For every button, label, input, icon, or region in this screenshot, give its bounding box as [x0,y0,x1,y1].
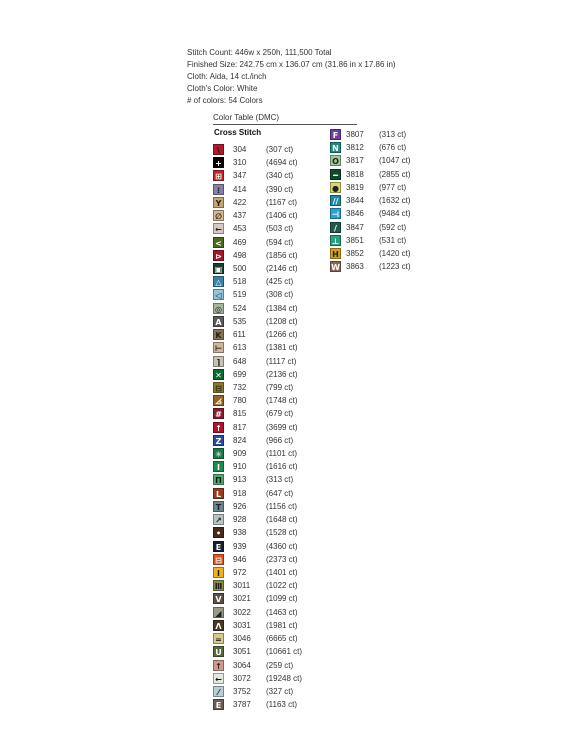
symbol-swatch-icon: N [330,142,341,153]
symbol-swatch-icon: ⁝ [213,184,224,195]
dmc-number: 3819 [346,182,364,192]
stitch-count-value: (4694 ct) [266,158,298,168]
symbol-swatch-icon: E [213,541,224,552]
symbol-swatch-icon: // [330,195,341,206]
stitch-count-value: (1616 ct) [266,462,298,472]
dmc-number: 3812 [346,143,364,153]
dmc-number: 648 [233,356,247,366]
stitch-count-value: (1266 ct) [266,330,298,340]
symbol-swatch-icon: I [213,567,224,578]
dmc-number: 946 [233,554,247,564]
dmc-number: 469 [233,237,247,247]
symbol-swatch-icon: # [213,408,224,419]
stitch-count-value: (9484 ct) [379,209,411,219]
stitch-count-value: (1632 ct) [379,196,411,206]
symbol-swatch-icon: < [213,237,224,248]
dmc-number: 518 [233,277,247,287]
stitch-count-value: (531 ct) [379,235,407,245]
dmc-number: 3046 [233,634,251,644]
symbol-swatch-icon: ✳ [213,448,224,459]
symbol-swatch-icon: ━ [330,169,341,180]
dmc-number: 613 [233,343,247,353]
stitch-count-value: (1208 ct) [266,316,298,326]
dmc-number: 3064 [233,660,251,670]
dmc-number: 535 [233,316,247,326]
stitch-count-value: (313 ct) [379,130,407,139]
dmc-number: 3844 [346,196,364,206]
stitch-count-value: (799 ct) [266,382,294,392]
symbol-swatch-icon: Y [213,197,224,208]
symbol-swatch-icon: = [213,633,224,644]
dmc-number: 310 [233,158,247,168]
stitch-count-value: (259 ct) [266,660,294,670]
symbol-swatch-icon: Π [213,474,224,485]
symbol-swatch-icon: ⁄ [213,686,224,697]
stitch-count-value: (647 ct) [266,488,294,498]
symbol-swatch-icon: △ [213,276,224,287]
dmc-number: 3851 [346,235,364,245]
symbol-swatch-icon: Ⅲ [214,582,223,592]
stitch-count-value: (1167 ct) [266,197,297,207]
stitch-count-value: (313 ct) [266,475,294,485]
stitch-count-value: (327 ct) [266,686,294,696]
stitch-count-value: (679 ct) [266,409,294,419]
stitch-count-value: (2136 ct) [266,369,298,379]
dmc-number: 913 [233,475,247,485]
dmc-number: 910 [233,462,247,472]
dmc-number: 918 [233,488,247,498]
dmc-number: 422 [233,197,247,207]
stitch-count-value: (1748 ct) [266,396,298,406]
symbol-swatch-icon: Z [213,435,224,446]
stitch-count-value: (1401 ct) [266,568,298,577]
dmc-number: 347 [233,171,247,181]
symbol-swatch-icon: ▣ [214,264,223,274]
symbol-swatch-icon: + [213,157,224,168]
stitch-count-value: (1099 ct) [266,594,298,604]
stitch-count-value: (1101 ct) [266,449,297,459]
dmc-number: 524 [233,303,247,313]
stitch-count: Stitch Count: 446w x 250h, 111,500 Total [187,48,332,57]
dmc-number: 3852 [346,248,364,258]
stitch-count-value: (2373 ct) [266,554,298,564]
stitch-count-value: (2855 ct) [379,169,411,179]
symbol-swatch-icon: ◁ [213,289,224,300]
dmc-number: 926 [233,501,247,511]
stitch-count-value: (1117 ct) [266,356,297,366]
stitch-count-value: (6665 ct) [266,634,298,644]
dmc-number: 3031 [233,620,251,630]
symbol-swatch-icon: ⊟ [213,382,224,393]
stitch-count-value: (594 ct) [266,237,294,247]
symbol-swatch-icon: ↑ [213,422,224,433]
symbol-swatch-icon: I [213,461,224,472]
stitch-count-value: (19248 ct) [266,673,303,683]
dmc-number: 3022 [233,607,251,617]
symbol-swatch-icon: ← [213,673,224,684]
dmc-number: 437 [233,211,247,221]
stitch-count-value: (1981 ct) [266,620,298,630]
dmc-number: 500 [233,263,247,273]
stitch-count-value: (1463 ct) [266,607,298,617]
dmc-number: 3846 [346,209,364,219]
chart-info [187,47,396,107]
symbol-swatch-icon: ⌉ [213,356,224,367]
symbol-swatch-icon: ⊟ [213,554,224,565]
stitch-count-value: (592 ct) [379,222,407,232]
symbol-swatch-icon: E [213,699,224,710]
symbol-swatch-icon: W [331,263,340,273]
dmc-number: 909 [233,449,247,459]
stitch-count-value: (10661 ct) [266,647,303,657]
symbol-swatch-icon: ⦞ [213,395,224,406]
finished-size: Finished Size: 242.75 cm x 136.07 cm (31.86 in x 17.86 in) [187,60,396,69]
symbol-swatch-icon: ↗ [213,514,224,525]
symbol-swatch-icon: T [213,501,224,512]
symbol-swatch-icon: O [330,155,341,166]
stitch-count-value: (340 ct) [266,171,294,181]
dmc-number: 3807 [346,130,364,139]
symbol-swatch-icon: U [213,646,224,657]
symbol-swatch-icon: H [330,248,341,259]
stitch-count-value: (1384 ct) [266,303,298,313]
dmc-number: 3817 [346,156,364,166]
stitch-count-value: (1648 ct) [266,515,298,525]
dmc-number: 3072 [233,673,251,683]
symbol-swatch-icon: / [330,222,341,233]
cloth-color: Cloth's Color: White [187,84,258,93]
stitch-count-value: (1047 ct) [379,156,411,166]
symbol-swatch-icon: ⊥ [331,236,340,246]
symbol-swatch-icon: L [213,488,224,499]
dmc-number: 817 [233,422,247,432]
dmc-number: 519 [233,290,247,300]
stitch-count-value: (1156 ct) [266,501,297,511]
dmc-number: 3752 [233,686,251,696]
dmc-number: 824 [233,435,247,445]
symbol-swatch-icon: ∅ [213,210,224,221]
symbol-swatch-icon: \ [213,144,224,155]
dmc-number: 3051 [233,647,251,657]
color-count: # of colors: 54 Colors [187,96,263,105]
symbol-swatch-icon: ⊢ [214,344,223,354]
stitch-count-value: (1420 ct) [379,248,411,258]
symbol-swatch-icon: ◢ [213,607,224,618]
symbol-swatch-icon: ● [330,182,341,193]
symbol-swatch-icon: ⊞ [213,170,224,181]
stitch-count-value: (1223 ct) [379,262,411,272]
stitch-count-value: (390 ct) [266,184,294,194]
dmc-number: 498 [233,250,247,260]
dmc-number: 699 [233,369,247,379]
symbol-swatch-icon: Λ [213,620,224,631]
symbol-swatch-icon: ↑ [213,660,224,671]
dmc-number: 3818 [346,169,364,179]
color-table-title: Color Table (DMC) [213,113,357,125]
dmc-number: 3011 [233,581,251,591]
dmc-number: 939 [233,541,247,551]
symbol-swatch-icon: ← [213,223,224,234]
dmc-number: 938 [233,528,247,538]
stitch-count-value: (308 ct) [266,290,294,300]
stitch-count-value: (966 ct) [266,435,294,445]
stitch-count-value: (307 ct) [266,145,294,154]
dmc-number: 611 [233,330,246,340]
stitch-count-value: (4360 ct) [266,541,298,551]
dmc-number: 732 [233,382,247,392]
stitch-count-value: (1163 ct) [266,700,297,710]
stitch-count-value: (3699 ct) [266,422,298,432]
stitch-count-value: (1528 ct) [266,528,298,538]
cross-stitch-heading: Cross Stitch [214,128,262,137]
stitch-count-value: (676 ct) [379,143,407,153]
symbol-swatch-icon: • [213,527,224,538]
stitch-count-value: (2146 ct) [266,263,298,273]
symbol-swatch-icon: ◎ [213,303,224,314]
dmc-number: 414 [233,184,247,194]
symbol-swatch-icon: ⊣ [331,210,340,220]
symbol-swatch-icon: ⊳ [213,250,224,261]
dmc-number: 3863 [346,262,364,272]
symbol-swatch-icon: A [213,316,224,327]
dmc-number: 780 [233,396,247,406]
dmc-number: 815 [233,409,247,419]
dmc-number: 3021 [233,594,251,604]
symbol-swatch-icon: V [213,593,224,604]
symbol-swatch-icon: K [213,329,224,340]
stitch-count-value: (1406 ct) [266,211,298,221]
dmc-number: 304 [233,145,247,154]
stitch-count-value: (1856 ct) [266,250,298,260]
stitch-count-value: (503 ct) [266,224,294,234]
dmc-number: 972 [233,568,247,577]
dmc-number: 453 [233,224,247,234]
stitch-count-value: (977 ct) [379,182,407,192]
stitch-count-value: (1022 ct) [266,581,298,591]
symbol-swatch-icon: ✕ [213,369,224,380]
symbol-swatch-icon: F [330,129,341,140]
stitch-count-value: (425 ct) [266,277,294,287]
dmc-number: 3847 [346,222,364,232]
cloth: Cloth: Aida, 14 ct./inch [187,72,267,81]
stitch-count-value: (1381 ct) [266,343,298,353]
dmc-number: 928 [233,515,247,525]
dmc-number: 3787 [233,700,251,710]
